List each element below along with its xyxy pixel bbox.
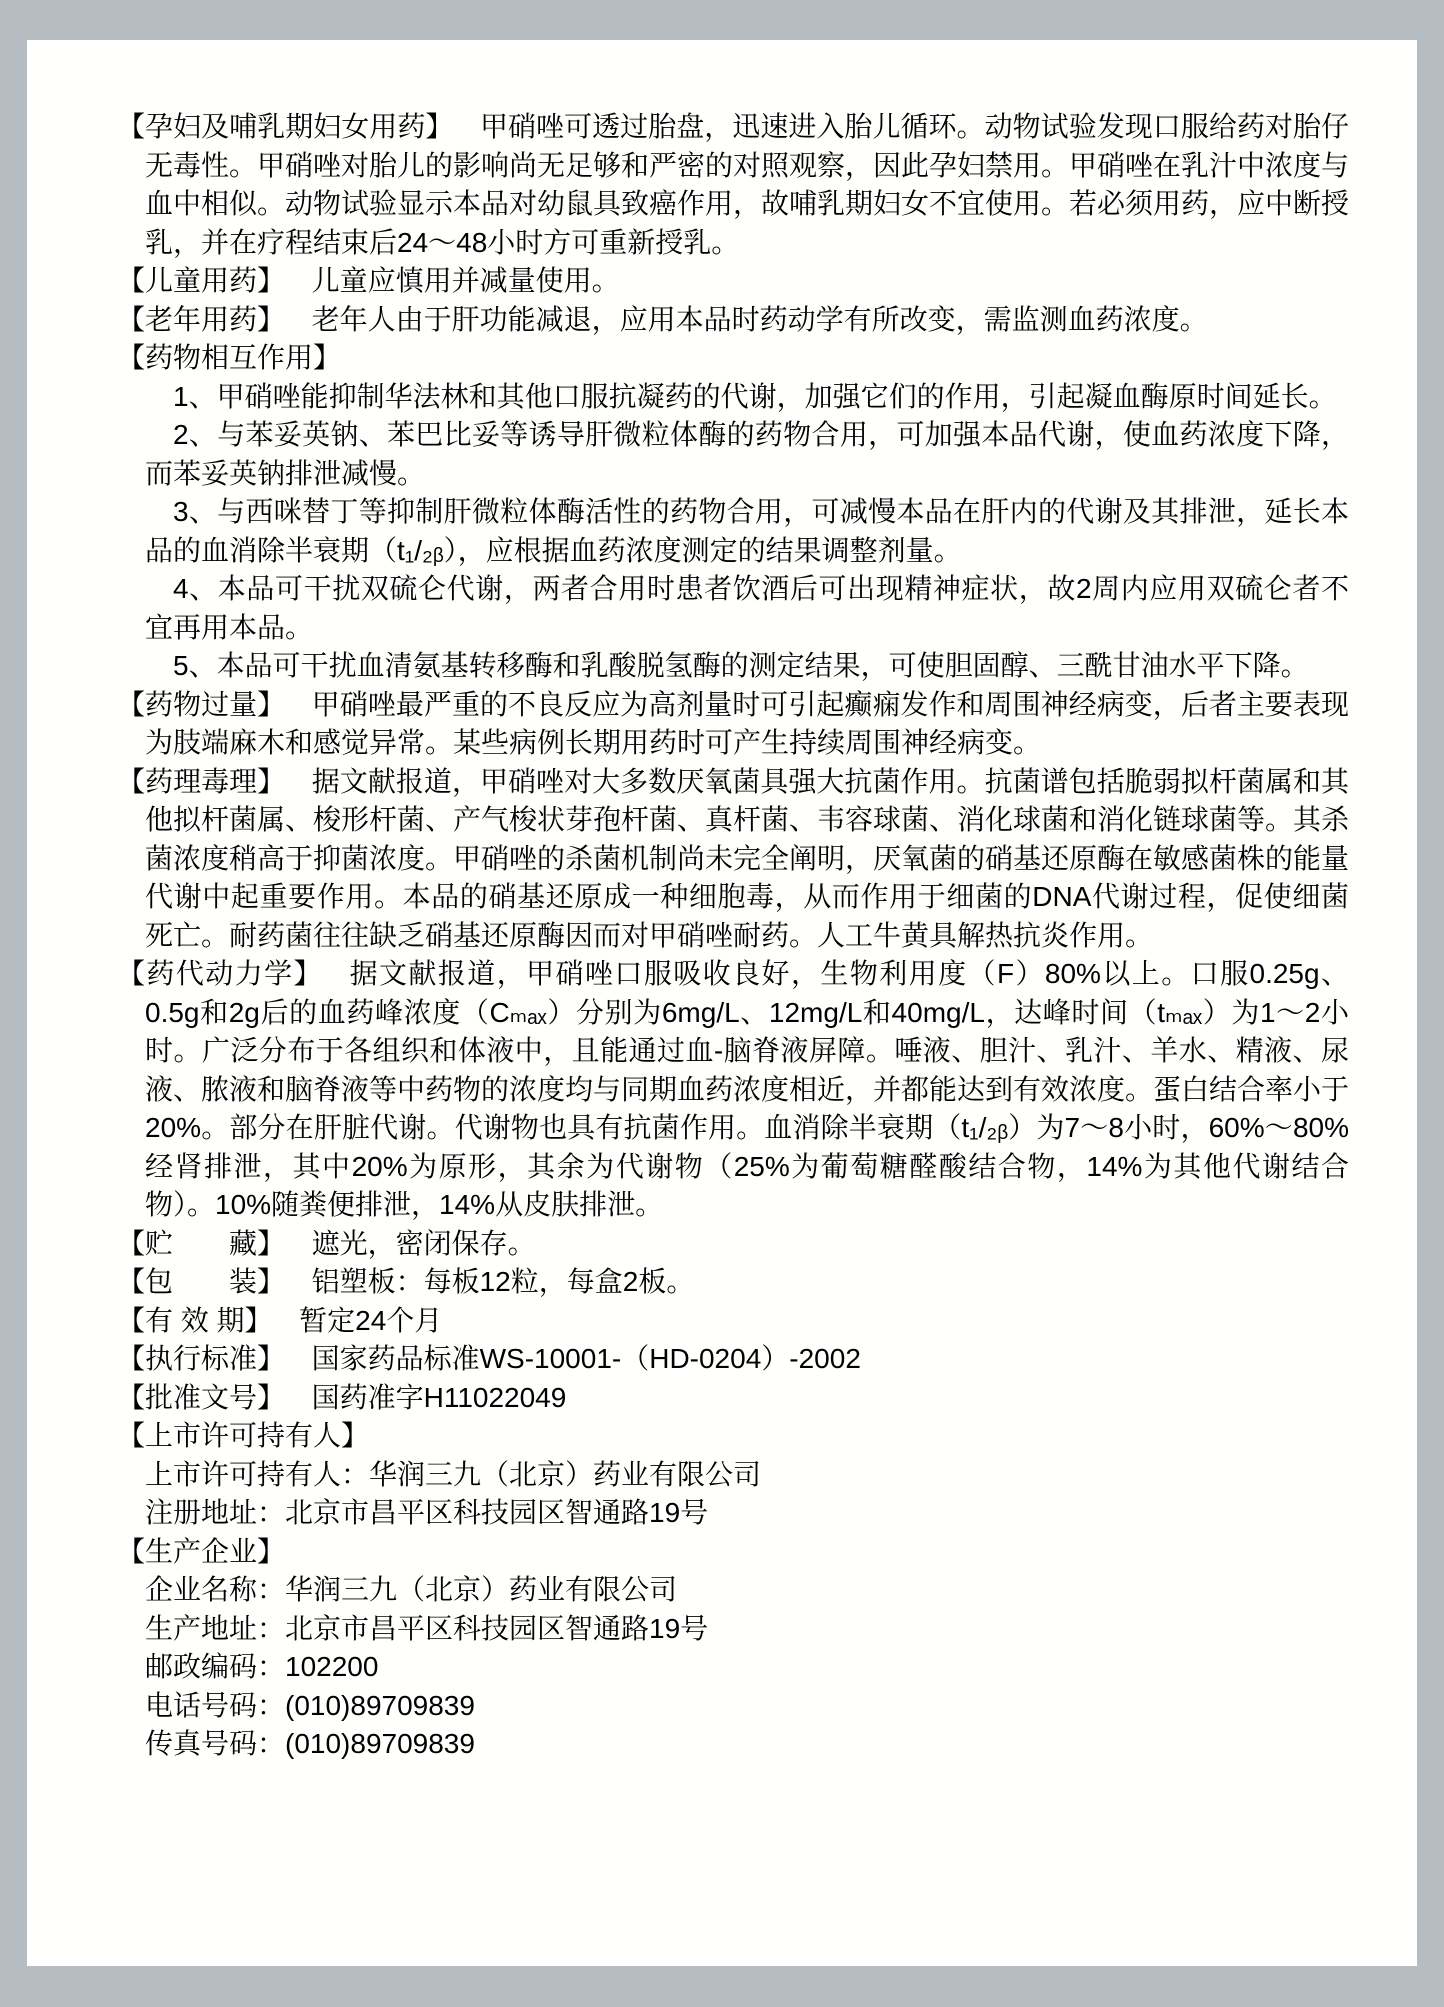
section-pregnancy-lactation xyxy=(117,108,1349,262)
section-text: 国家药品标准WS-10001-（HD-0204）-2002 xyxy=(311,1343,861,1374)
section-geriatric-use xyxy=(117,301,1349,340)
manufacturer-name-line: 企业名称：华润三九（北京）药业有限公司 xyxy=(145,1574,678,1605)
section-shelf-life xyxy=(117,1302,1349,1341)
section-manufacturer-header xyxy=(117,1533,1349,1572)
section-overdose xyxy=(117,686,1349,763)
mah-holder-line: 上市许可持有人：华润三九（北京）药业有限公司 xyxy=(145,1458,762,1490)
section-approval-number xyxy=(117,1379,1349,1418)
drug-insert-page xyxy=(27,40,1417,1966)
section-label: 【药物相互作用】 xyxy=(117,342,342,373)
section-pharmacology-toxicology xyxy=(117,763,1349,956)
section-text: 据文献报道，甲硝唑对大多数厌氧菌具强大抗菌作用。抗菌谱包括脆弱拟杆菌属和其他拟杆菌属、梭形杆菌、产气梭状芽孢杆菌、真杆菌、韦容球菌、消化球菌和消化链球菌等。其杀菌浓度稍高于抑菌浓度。甲硝唑的杀菌机制尚未完全阐明，厌氧菌的硝基还原酶在敏感菌株的能量代谢中起重要作用。本品的硝基还原成一种细胞毒，从而作用于细菌的DNA代谢过程，促使细菌死亡。耐药菌往往缺乏硝基还原酶因而对甲硝唑耐药。人工牛黄具解热抗炎作用。 xyxy=(145,765,1350,951)
document-body xyxy=(117,108,1349,1764)
section-label: 【贮 藏】 xyxy=(117,1227,286,1259)
manufacturer-fax-line: 传真号码：(010)89709839 xyxy=(145,1728,475,1759)
section-label: 【药物过量】 xyxy=(117,688,286,720)
section-storage xyxy=(117,1225,1349,1264)
section-text: 铝塑板：每板12粒，每盒2板。 xyxy=(311,1266,695,1297)
section-label: 【上市许可持有人】 xyxy=(117,1420,370,1451)
section-text: 国药准字H11022049 xyxy=(311,1381,567,1413)
section-drug-interactions-header xyxy=(117,339,1349,378)
section-label: 【生产企业】 xyxy=(117,1535,286,1567)
section-text: 遮光，密闭保存。 xyxy=(311,1227,536,1259)
section-label: 【儿童用药】 xyxy=(117,265,286,296)
interaction-item: 1、甲硝唑能抑制华法林和其他口服抗凝药的代谢，加强它们的作用，引起凝血酶原时间延长。 xyxy=(173,380,1337,412)
section-executive-standard xyxy=(117,1340,1349,1379)
manufacturer-address-line: 生产地址：北京市昌平区科技园区智通路19号 xyxy=(145,1612,709,1644)
section-packaging xyxy=(117,1263,1349,1302)
section-label: 【执行标准】 xyxy=(117,1343,286,1374)
section-label: 【药理毒理】 xyxy=(117,765,286,797)
manufacturer-postcode-line: 邮政编码：102200 xyxy=(145,1651,379,1682)
mah-registered-address-line: 注册地址：北京市昌平区科技园区智通路19号 xyxy=(145,1497,709,1528)
section-pharmacokinetics xyxy=(117,955,1349,1225)
section-label: 【批准文号】 xyxy=(117,1381,286,1413)
section-pediatric-use xyxy=(117,262,1349,301)
section-text: 甲硝唑最严重的不良反应为高剂量时可引起癫痫发作和周围神经病变，后者主要表现为肢端麻木和感觉异常。某些病例长期用药时可产生持续周围神经病变。 xyxy=(145,688,1349,758)
section-label: 【有 效 期】 xyxy=(117,1304,273,1336)
manufacturer-phone-line: 电话号码：(010)89709839 xyxy=(145,1689,475,1721)
section-label: 【老年用药】 xyxy=(117,303,286,335)
section-text: 暂定24个月 xyxy=(299,1304,443,1336)
section-label: 【药代动力学】 xyxy=(117,958,323,989)
section-mah-header xyxy=(117,1417,1349,1456)
section-text: 据文献报道，甲硝唑口服吸收良好，生物利用度（F）80%以上。口服0.25g、0.5g和2g后的血药峰浓度（Cₘₐₓ）分别为6mg/L、12mg/L和40mg/L，达峰时间（tₘₐₓ）为1～2小时。广泛分布于各组织和体液中，且能通过血-脑脊液屏障。唾液、胆汁、乳汁、羊水、精液、尿液、脓液和脑脊液等中药物的浓度均与同期血药浓度相近，并都能达到有效浓度。蛋白结合率小于20%。部分在肝脏代谢。代谢物也具有抗菌作用。血消除半衰期（t₁/₂ᵦ）为7～8小时，60%～80%经肾排泄，其中20%为原形，其余为代谢物（25%为葡萄糖醛酸结合物，14%为其他代谢结合物）。10%随粪便排泄，14%从皮肤排泄。 xyxy=(145,958,1350,1220)
section-text: 老年人由于肝功能减退，应用本品时药动学有所改变，需监测血药浓度。 xyxy=(311,303,1208,335)
interaction-item: 4、本品可干扰双硫仑代谢，两者合用时患者饮酒后可出现精神症状，故2周内应用双硫仑者不宜再用本品。 xyxy=(145,573,1349,643)
section-label: 【孕妇及哺乳期妇女用药】 xyxy=(117,111,454,142)
interaction-item: 3、与西咪替丁等抑制肝微粒体酶活性的药物合用，可减慢本品在肝内的代谢及其排泄，延长本品的血消除半衰期（t₁/₂ᵦ），应根据血药浓度测定的结果调整剂量。 xyxy=(145,496,1349,566)
interaction-item: 2、与苯妥英钠、苯巴比妥等诱导肝微粒体酶的药物合用，可加强本品代谢，使血药浓度下降，而苯妥英钠排泄减慢。 xyxy=(145,419,1349,489)
section-label: 【包 装】 xyxy=(117,1266,286,1297)
section-text: 甲硝唑可透过胎盘，迅速进入胎儿循环。动物试验发现口服给药对胎仔无毒性。甲硝唑对胎儿的影响尚无足够和严密的对照观察，因此孕妇禁用。甲硝唑在乳汁中浓度与血中相似。动物试验显示本品对幼鼠具致癌作用，故哺乳期妇女不宜使用。若必须用药，应中断授乳，并在疗程结束后24～48小时方可重新授乳。 xyxy=(145,111,1350,258)
section-text: 儿童应慎用并减量使用。 xyxy=(311,265,620,296)
interaction-item: 5、本品可干扰血清氨基转移酶和乳酸脱氢酶的测定结果，可使胆固醇、三酰甘油水平下降。 xyxy=(173,650,1309,681)
